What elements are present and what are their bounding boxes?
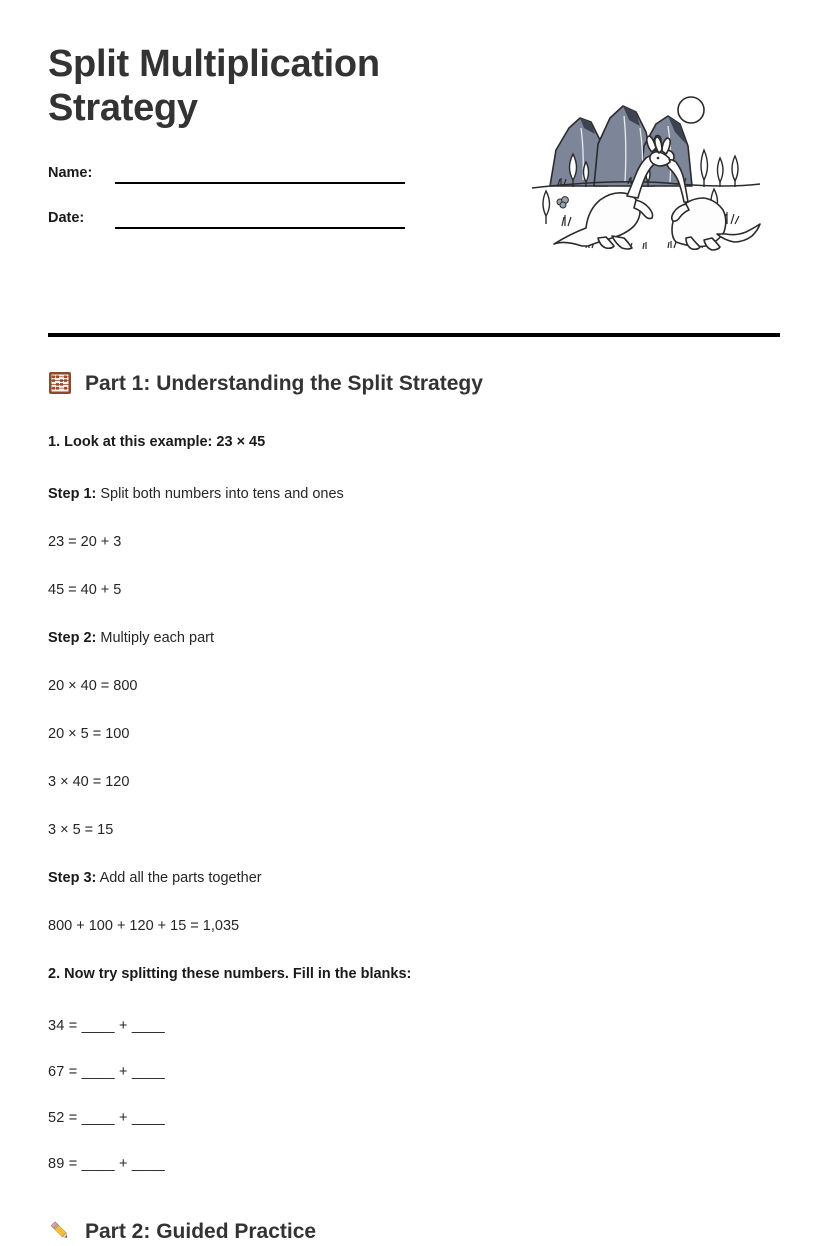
part2-heading-label: Part 2: Guided Practice xyxy=(85,1220,317,1243)
sun-icon xyxy=(678,97,704,123)
step-3-text: Add all the parts together xyxy=(96,870,262,886)
step-1-label: Step 1: xyxy=(48,486,97,502)
small-bush xyxy=(557,197,568,208)
blank-exercise-row[interactable]: 52 = ____ + ____ xyxy=(48,1110,165,1126)
step-1-equation: 45 = 40 + 5 xyxy=(48,582,122,598)
step-2-line xyxy=(48,628,780,648)
outback-kangaroos-illustration xyxy=(528,88,764,258)
part1-heading xyxy=(48,370,780,398)
date-field-input[interactable] xyxy=(115,209,405,229)
page-title: Split Multiplication Strategy xyxy=(48,43,380,129)
part2-heading xyxy=(48,1218,780,1246)
step-1-equation: 23 = 20 + 3 xyxy=(48,534,122,550)
part1-heading-label: Part 1: Understanding the Split Strategy xyxy=(85,372,483,395)
date-field-label: Date: xyxy=(48,210,85,226)
blank-exercise-row[interactable]: 67 = ____ + ____ xyxy=(48,1064,165,1080)
question-2: 2. Now try splitting these numbers. Fill in the blanks: xyxy=(48,966,412,982)
step-2-equation: 20 × 5 = 100 xyxy=(48,726,130,742)
question-1: 1. Look at this example: 23 × 45 xyxy=(48,434,266,450)
step-1-line xyxy=(48,484,780,504)
step-2-equation: 20 × 40 = 800 xyxy=(48,678,138,694)
step-2-text: Multiply each part xyxy=(96,630,215,646)
blank-exercise-row[interactable]: 34 = ____ + ____ xyxy=(48,1018,165,1034)
section-divider xyxy=(48,333,780,337)
blank-exercise-row[interactable]: 89 = ____ + ____ xyxy=(48,1156,165,1172)
abacus-icon xyxy=(48,371,74,397)
kangaroo-right-face xyxy=(657,157,660,160)
step-2-label: Step 2: xyxy=(48,630,97,646)
step-3-label: Step 3: xyxy=(48,870,97,886)
pencil-icon xyxy=(48,1219,74,1245)
name-field-input[interactable] xyxy=(115,164,405,184)
step-1-text: Split both numbers into tens and ones xyxy=(96,486,344,502)
step-2-equation: 3 × 5 = 15 xyxy=(48,822,114,838)
worksheet-content xyxy=(48,370,780,1246)
name-field-label: Name: xyxy=(48,165,93,181)
step-2-equation: 3 × 40 = 120 xyxy=(48,774,130,790)
step-3-equation: 800 + 100 + 120 + 15 = 1,035 xyxy=(48,918,240,934)
step-3-line xyxy=(48,868,780,888)
